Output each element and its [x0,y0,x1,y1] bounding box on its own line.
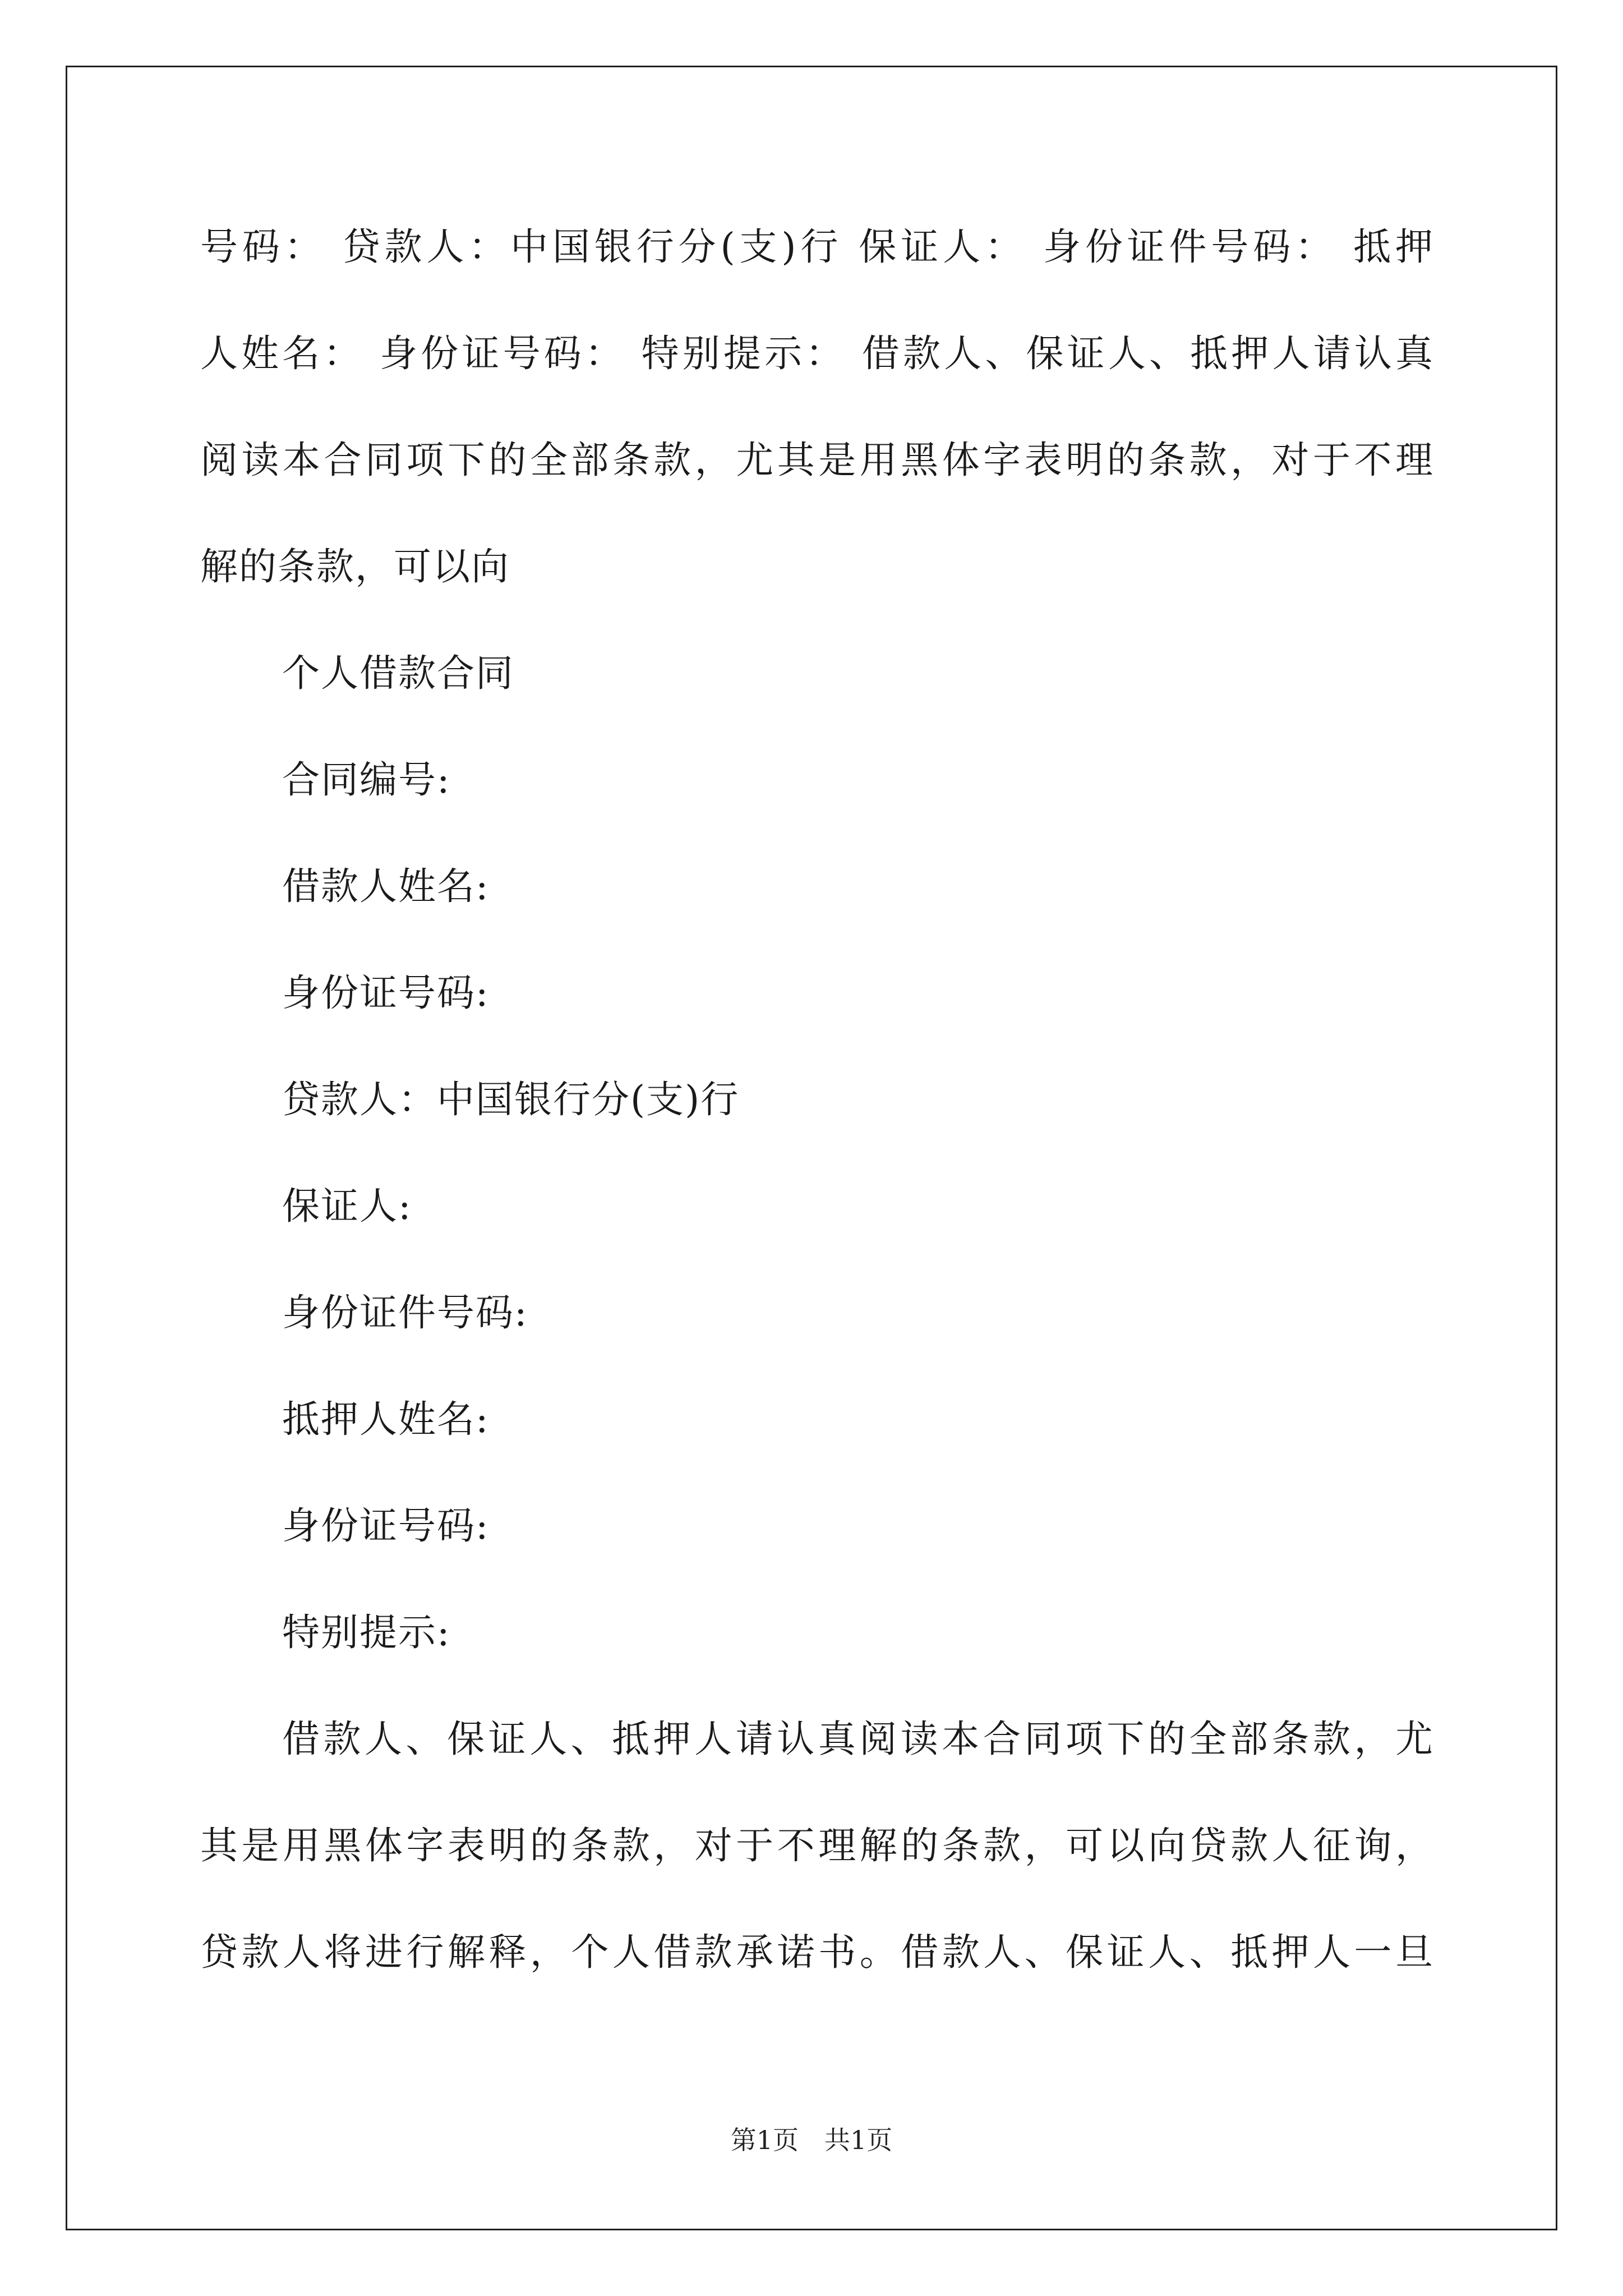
field-borrower-name: 借款人姓名: [282,864,490,908]
contract-title: 个人借款合同 [282,651,514,695]
field-guarantor-id: 身份证件号码: [282,1291,528,1335]
field-mortgagor-id: 身份证号码: [282,1504,490,1548]
text-line-4: 解的条款，可以向 [200,545,510,588]
notice-paragraph-line-1: 借款人、保证人、抵押人请认真阅读本合同项下的全部条款，尤 [282,1717,1434,1761]
field-mortgagor-name: 抵押人姓名: [282,1397,490,1441]
page-number-footer: 第1页 共1页 [730,2125,893,2155]
text-line-2: 人姓名： 身份证号码： 特别提示： 借款人、保证人、抵押人请认真 [200,332,1434,375]
page-border [66,66,1557,2230]
field-lender: 贷款人：中国银行分(支)行 [282,1078,740,1121]
text-line-1: 号码： 贷款人：中国银行分(支)行 保证人： 身份证件号码： 抵押 [200,225,1434,269]
text-line-3: 阅读本合同项下的全部条款，尤其是用黑体字表明的条款，对于不理 [200,438,1434,482]
notice-paragraph-line-3: 贷款人将进行解释，个人借款承诺书。借款人、保证人、抵押人一旦 [200,1930,1434,1974]
field-borrower-id: 身份证号码: [282,971,490,1015]
field-contract-number: 合同编号: [282,758,451,802]
special-notice-heading: 特别提示: [282,1611,451,1654]
notice-paragraph-line-2: 其是用黑体字表明的条款，对于不理解的条款，可以向贷款人征询， [200,1824,1434,1867]
field-guarantor: 保证人: [282,1184,412,1228]
